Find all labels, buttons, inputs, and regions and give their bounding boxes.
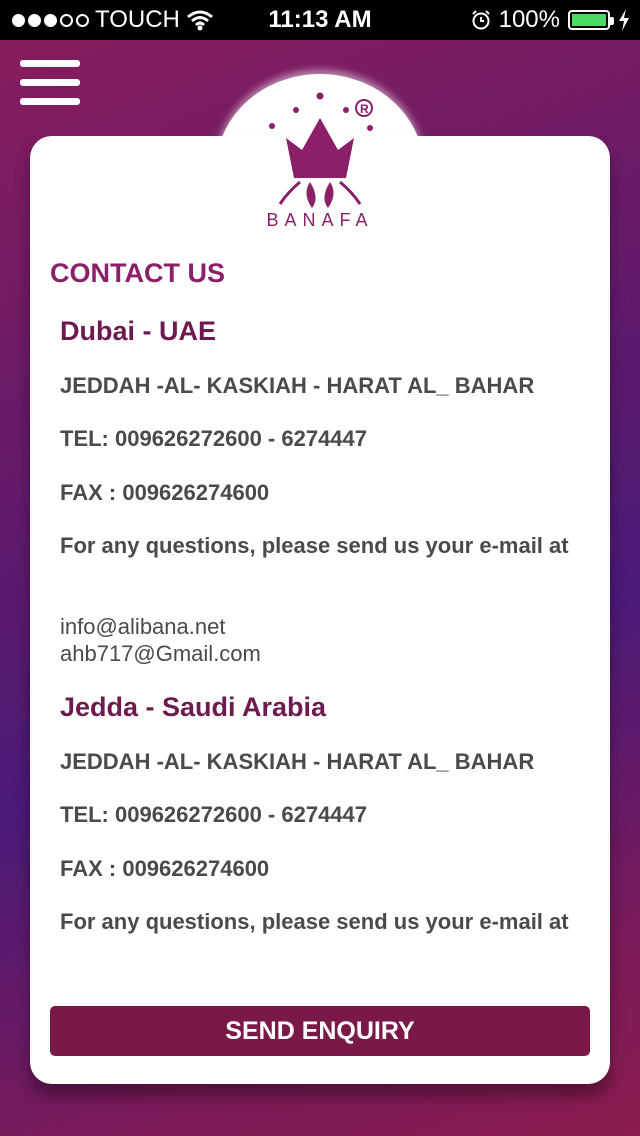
charging-icon (618, 9, 630, 31)
office-note-dubai: For any questions, please send us your e-mail at (60, 533, 569, 558)
office-address-dubai: JEDDAH -AL- KASKIAH - HARAT AL_ BAHAR (60, 373, 535, 398)
logo-text: BANAFA (266, 210, 374, 230)
office-city-jedda: Jedda - Saudi Arabia (60, 692, 327, 722)
office-address-jedda: JEDDAH -AL- KASKIAH - HARAT AL_ BAHAR (60, 749, 535, 774)
office-fax-jedda: FAX : 009626274600 (60, 856, 270, 881)
menu-button[interactable] (20, 60, 80, 108)
office-tel-jedda[interactable]: TEL: 009626272600 - 6274447 (60, 802, 368, 827)
alarm-icon (471, 10, 491, 30)
battery-percent: 100% (498, 6, 560, 33)
battery-icon (568, 10, 610, 30)
carrier-name: TOUCH (95, 6, 180, 33)
status-bar (0, 0, 640, 40)
office-note-jedda: For any questions, please send us your e-mail at (60, 909, 569, 934)
battery-area (471, 6, 630, 34)
email-link[interactable]: info@alibana.net (60, 614, 226, 639)
office-city-dubai: Dubai - UAE (60, 316, 217, 346)
page-title: CONTACT US (50, 258, 225, 288)
svg-text:R: R (360, 102, 369, 116)
clock: 11:13 AM (268, 6, 372, 33)
hamburger-icon (20, 60, 80, 67)
banafa-logo (250, 86, 390, 236)
office-tel-dubai[interactable]: TEL: 009626272600 - 6274447 (60, 426, 368, 451)
email-link[interactable]: ahb717@Gmail.com (60, 641, 261, 666)
send-enquiry-button[interactable]: SEND ENQUIRY (50, 1006, 590, 1056)
crown-logo-icon (250, 86, 390, 210)
office-fax-dubai: FAX : 009626274600 (60, 480, 270, 505)
